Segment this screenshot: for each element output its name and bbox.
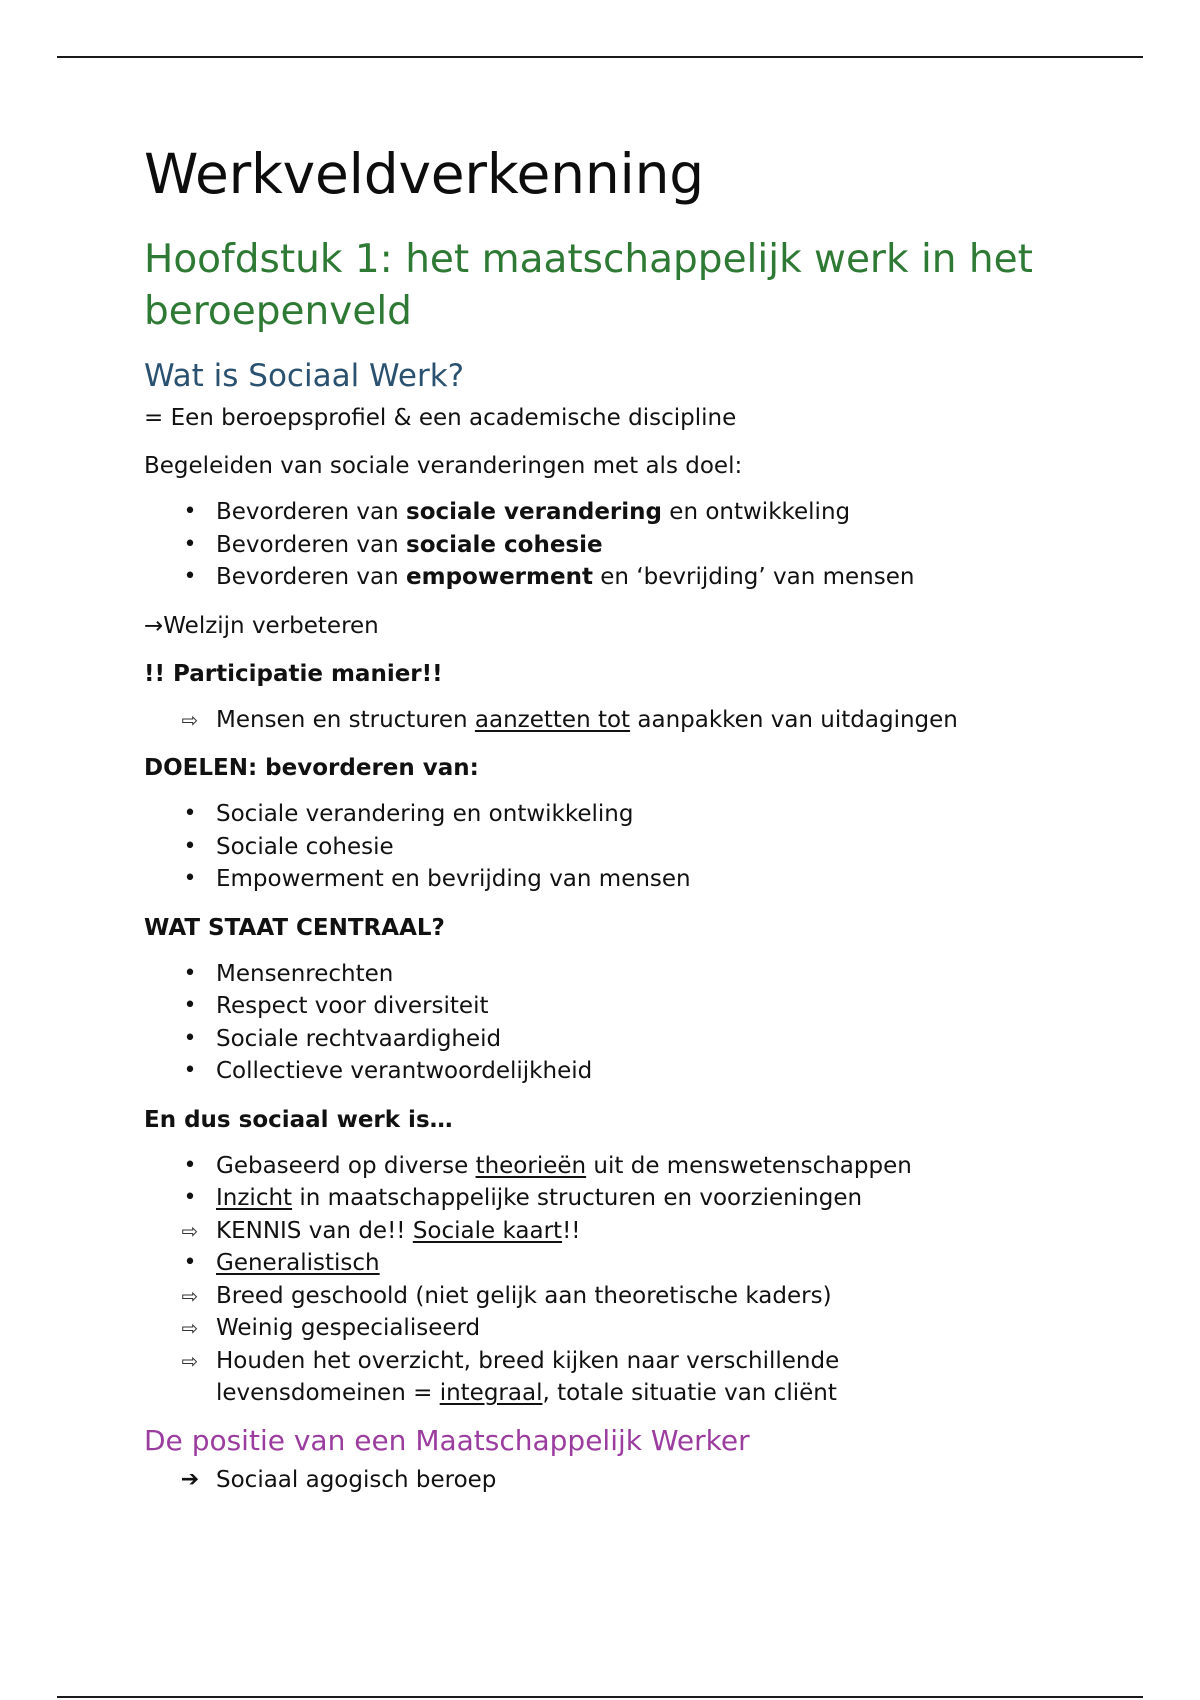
bullet-icon: • xyxy=(183,531,197,557)
list-item: • Sociale cohesie xyxy=(216,831,1104,864)
list-item: • Bevorderen van sociale cohesie xyxy=(216,529,1104,562)
bullet-icon: • xyxy=(183,866,197,891)
list-item: • Sociale rechtvaardigheid xyxy=(216,1023,1104,1056)
participation-list xyxy=(144,704,1104,737)
definition-text: = Een beroepsprofiel & een academische discipline xyxy=(144,405,737,431)
bullet-icon: • xyxy=(183,1152,197,1178)
list-item: • Generalistisch xyxy=(216,1247,1104,1280)
header-rule xyxy=(57,56,1143,58)
doelen-list xyxy=(144,798,1104,896)
list-item: ⇨ Houden het overzicht, breed kijken naar verschillende levensdomeinen = integraal, totale situatie van cliënt xyxy=(216,1345,906,1410)
bullet-icon: • xyxy=(183,801,197,826)
chapter-heading: Hoofdstuk 1: het maatschappelijk werk in het beroepenveld xyxy=(144,237,1033,334)
centraal-list xyxy=(144,958,1104,1088)
arrow-outline-icon: ⇨ xyxy=(181,707,199,732)
positie-list xyxy=(144,1464,1104,1497)
centraal-heading: WAT STAAT CENTRAAL? xyxy=(144,914,445,941)
list-item: • Mensenrechten xyxy=(216,958,1104,991)
participation-heading: !! Participatie manier!! xyxy=(144,660,443,687)
list-item: ⇨ Weinig gespecialiseerd xyxy=(216,1312,1104,1345)
result-text: →Welzijn verbeteren xyxy=(144,612,379,639)
list-item: ⇨ Mensen en structuren aanzetten tot aanpakken van uitdagingen xyxy=(216,704,1104,737)
bullet-icon: • xyxy=(183,1025,197,1051)
bold-arrow-icon: ➔ xyxy=(180,1466,200,1492)
list-item: • Respect voor diversiteit xyxy=(216,990,1104,1023)
bullet-icon: • xyxy=(183,564,197,589)
list-item: • Inzicht in maatschappelijke structuren en voorzieningen xyxy=(216,1182,1104,1215)
goal-intro-text: Begeleiden van sociale veranderingen met als doel: xyxy=(144,453,743,479)
document-body xyxy=(144,136,1104,1496)
list-item: ⇨ Breed geschoold (niet gelijk aan theoretische kaders) xyxy=(216,1280,1104,1313)
bullet-icon: • xyxy=(183,1250,197,1275)
document-title: Werkveldverkenning xyxy=(144,142,704,206)
section-heading-wat-is-sociaal-werk: Wat is Sociaal Werk? xyxy=(144,358,465,394)
bullet-icon: • xyxy=(183,960,197,986)
list-item: ➔ Sociaal agogisch beroep xyxy=(216,1464,1104,1497)
arrow-outline-icon: ⇨ xyxy=(181,1218,199,1243)
list-item: • Sociale verandering en ontwikkeling xyxy=(216,798,1104,831)
arrow-outline-icon: ⇨ xyxy=(181,1283,199,1308)
list-item: ⇨ KENNIS van de!! Sociale kaart!! xyxy=(216,1215,1104,1248)
dus-heading: En dus sociaal werk is… xyxy=(144,1106,453,1133)
goals-list xyxy=(144,496,1104,594)
list-item: • Empowerment en bevrijding van mensen xyxy=(216,863,1104,896)
list-item: • Gebaseerd op diverse theorieën uit de menswetenschappen xyxy=(216,1150,1104,1183)
list-item: • Bevorderen van sociale verandering en ontwikkeling xyxy=(216,496,1104,529)
arrow-outline-icon: ⇨ xyxy=(181,1348,199,1373)
list-item: • Bevorderen van empowerment en ‘bevrijding’ van mensen xyxy=(216,561,1104,594)
section-heading-positie: De positie van een Maatschappelijk Werker xyxy=(144,1423,750,1457)
bullet-icon: • xyxy=(183,1185,197,1210)
doelen-heading: DOELEN: bevorderen van: xyxy=(144,755,479,781)
bullet-icon: • xyxy=(183,833,197,859)
dus-list xyxy=(144,1150,1104,1410)
arrow-outline-icon: ⇨ xyxy=(181,1316,199,1340)
bullet-icon: • xyxy=(183,499,197,524)
bullet-icon: • xyxy=(183,993,197,1018)
footer-rule xyxy=(57,1696,1143,1698)
list-item: • Collectieve verantwoordelijkheid xyxy=(216,1055,1104,1088)
bullet-icon: • xyxy=(183,1058,197,1083)
